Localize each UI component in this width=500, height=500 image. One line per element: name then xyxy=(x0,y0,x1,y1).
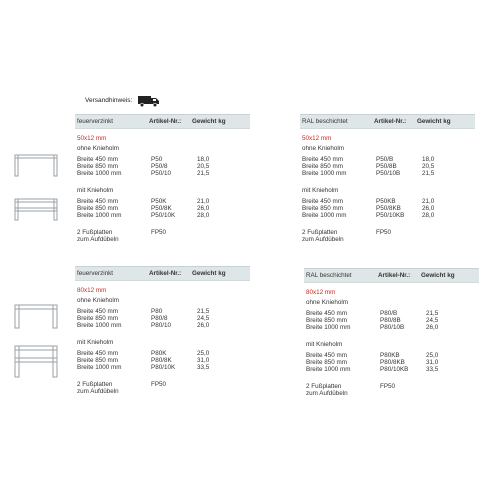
width-cell: Breite 450 mm xyxy=(77,198,118,205)
footplate-label-line1: 2 Fußplatten xyxy=(77,381,113,388)
frame-without-knee-rail-icon xyxy=(14,153,58,177)
width-cell: Breite 1000 mm xyxy=(77,364,122,371)
table-row xyxy=(77,198,247,205)
width-cell: Breite 1000 mm xyxy=(302,170,347,177)
table-row xyxy=(77,205,247,212)
table-row xyxy=(77,350,247,357)
article-number-cell: P80/8K xyxy=(151,357,172,364)
column-header-weight: Gewicht kg xyxy=(421,272,455,279)
product-panel xyxy=(300,114,475,274)
frame-with-knee-rail-wide-icon xyxy=(14,344,58,378)
profile-dimension: 50x12 mm xyxy=(302,135,332,142)
table-row xyxy=(306,366,476,373)
panel-title: RAL beschichtet xyxy=(306,272,352,279)
table-row xyxy=(77,322,247,329)
article-number-cell: P50/10B xyxy=(376,170,401,177)
article-number-cell: P80/10 xyxy=(151,322,171,329)
weight-cell: 21,5 xyxy=(426,310,439,317)
article-number-cell: P50K xyxy=(151,198,167,205)
shipping-note-label: Versandhinweis: xyxy=(85,97,133,104)
table-row xyxy=(302,156,472,163)
footplate-label-line2: zum Aufdübeln xyxy=(77,388,119,395)
width-cell: Breite 850 mm xyxy=(77,357,118,364)
table-row xyxy=(77,156,247,163)
table-row xyxy=(306,317,476,324)
footplate-label-line1: 2 Fußplatten xyxy=(302,229,338,236)
width-cell: Breite 450 mm xyxy=(306,352,347,359)
panel-title: RAL beschichtet xyxy=(302,118,348,125)
weight-cell: 21,0 xyxy=(422,198,435,205)
weight-cell: 31,0 xyxy=(426,359,439,366)
article-number-cell: P80/8B xyxy=(380,317,401,324)
footplate-article: FP50 xyxy=(376,229,392,236)
width-cell: Breite 1000 mm xyxy=(302,212,347,219)
product-panel xyxy=(304,268,479,428)
article-number-cell: P50KB xyxy=(376,198,396,205)
width-cell: Breite 450 mm xyxy=(77,350,118,357)
width-cell: Breite 1000 mm xyxy=(77,212,122,219)
table-row xyxy=(306,310,476,317)
group-label: mit Knieholm xyxy=(77,339,114,346)
weight-cell: 31,0 xyxy=(197,357,210,364)
article-number-cell: P50/8KB xyxy=(376,205,401,212)
panel-header xyxy=(75,114,250,129)
table-row xyxy=(302,163,472,170)
article-number-cell: P80/8KB xyxy=(380,359,405,366)
group-label: ohne Knieholm xyxy=(77,297,120,304)
table-row xyxy=(306,352,476,359)
weight-cell: 21,5 xyxy=(422,170,435,177)
width-cell: Breite 850 mm xyxy=(306,359,347,366)
article-number-cell: P80/10KB xyxy=(380,366,409,373)
column-header-article: Artikel-Nr.: xyxy=(149,118,182,125)
footplate-label-line1: 2 Fußplatten xyxy=(306,383,342,390)
weight-cell: 21,5 xyxy=(197,170,210,177)
width-cell: Breite 1000 mm xyxy=(77,170,122,177)
table-row xyxy=(77,163,247,170)
frame-without-knee-rail-wide-icon xyxy=(14,303,58,329)
table-row xyxy=(77,308,247,315)
column-header-article: Artikel-Nr.: xyxy=(374,118,407,125)
panel-header xyxy=(75,266,250,281)
weight-cell: 26,0 xyxy=(426,324,439,331)
column-header-weight: Gewicht kg xyxy=(417,118,451,125)
frame-with-knee-rail-icon xyxy=(14,197,58,221)
table-row xyxy=(302,198,472,205)
weight-cell: 33,5 xyxy=(197,364,210,371)
column-header-article: Artikel-Nr.: xyxy=(149,270,182,277)
width-cell: Breite 850 mm xyxy=(77,315,118,322)
truck-icon xyxy=(138,95,160,107)
group-label: ohne Knieholm xyxy=(302,145,345,152)
group-label: ohne Knieholm xyxy=(77,145,120,152)
weight-cell: 28,0 xyxy=(422,212,435,219)
article-number-cell: P50/10K xyxy=(151,212,176,219)
width-cell: Breite 450 mm xyxy=(77,308,118,315)
weight-cell: 26,0 xyxy=(197,205,210,212)
footplate-article: FP50 xyxy=(380,383,396,390)
table-row xyxy=(77,364,247,371)
article-number-cell: P50/B xyxy=(376,156,394,163)
article-number-cell: P80/10K xyxy=(151,364,176,371)
group-label: mit Knieholm xyxy=(77,187,114,194)
weight-cell: 21,5 xyxy=(197,308,210,315)
profile-dimension: 80x12 mm xyxy=(306,289,336,296)
width-cell: Breite 850 mm xyxy=(77,205,118,212)
weight-cell: 26,0 xyxy=(422,205,435,212)
article-number-cell: P50/10KB xyxy=(376,212,405,219)
footplate-article: FP50 xyxy=(151,229,167,236)
weight-cell: 25,0 xyxy=(426,352,439,359)
width-cell: Breite 450 mm xyxy=(302,156,343,163)
column-header-weight: Gewicht kg xyxy=(192,118,226,125)
article-number-cell: P50/8 xyxy=(151,163,168,170)
profile-dimension: 50x12 mm xyxy=(77,135,107,142)
article-number-cell: P80K xyxy=(151,350,167,357)
weight-cell: 20,5 xyxy=(197,163,210,170)
width-cell: Breite 1000 mm xyxy=(306,366,351,373)
footplate-article: FP50 xyxy=(151,381,167,388)
footplate-label-line2: zum Aufdübeln xyxy=(302,236,344,243)
table-row xyxy=(306,359,476,366)
table-row xyxy=(77,315,247,322)
panel-title: feuerverzinkt xyxy=(77,270,114,277)
article-number-cell: P50/8K xyxy=(151,205,172,212)
weight-cell: 28,0 xyxy=(197,212,210,219)
group-label: ohne Knieholm xyxy=(306,299,349,306)
product-panel xyxy=(75,266,250,426)
weight-cell: 18,0 xyxy=(422,156,435,163)
table-row xyxy=(77,212,247,219)
panel-title: feuerverzinkt xyxy=(77,118,114,125)
width-cell: Breite 450 mm xyxy=(302,198,343,205)
article-number-cell: P50/10 xyxy=(151,170,171,177)
panel-header xyxy=(304,268,479,283)
table-row xyxy=(302,212,472,219)
weight-cell: 24,5 xyxy=(197,315,210,322)
table-row xyxy=(77,357,247,364)
footplate-label-line2: zum Aufdübeln xyxy=(306,390,348,397)
width-cell: Breite 850 mm xyxy=(77,163,118,170)
article-number-cell: P80 xyxy=(151,308,163,315)
group-label: mit Knieholm xyxy=(306,341,343,348)
table-row xyxy=(302,170,472,177)
column-header-article: Artikel-Nr.: xyxy=(378,272,411,279)
width-cell: Breite 850 mm xyxy=(302,205,343,212)
width-cell: Breite 850 mm xyxy=(302,163,343,170)
table-row xyxy=(302,205,472,212)
weight-cell: 21,0 xyxy=(197,198,210,205)
weight-cell: 25,0 xyxy=(197,350,210,357)
width-cell: Breite 1000 mm xyxy=(77,322,122,329)
width-cell: Breite 450 mm xyxy=(77,156,118,163)
footplate-label-line1: 2 Fußplatten xyxy=(77,229,113,236)
article-number-cell: P80/8 xyxy=(151,315,168,322)
footplate-label-line2: zum Aufdübeln xyxy=(77,236,119,243)
weight-cell: 33,5 xyxy=(426,366,439,373)
column-header-weight: Gewicht kg xyxy=(192,270,226,277)
profile-dimension: 80x12 mm xyxy=(77,287,107,294)
width-cell: Breite 450 mm xyxy=(306,310,347,317)
table-row xyxy=(77,170,247,177)
article-number-cell: P50 xyxy=(151,156,163,163)
group-label: mit Knieholm xyxy=(302,187,339,194)
width-cell: Breite 1000 mm xyxy=(306,324,351,331)
weight-cell: 18,0 xyxy=(197,156,210,163)
weight-cell: 26,0 xyxy=(197,322,210,329)
product-panel xyxy=(75,114,250,274)
table-row xyxy=(306,324,476,331)
article-number-cell: P80/B xyxy=(380,310,398,317)
weight-cell: 24,5 xyxy=(426,317,439,324)
weight-cell: 20,5 xyxy=(422,163,435,170)
article-number-cell: P80KB xyxy=(380,352,400,359)
panel-header xyxy=(300,114,475,129)
width-cell: Breite 850 mm xyxy=(306,317,347,324)
article-number-cell: P50/8B xyxy=(376,163,397,170)
article-number-cell: P80/10B xyxy=(380,324,405,331)
